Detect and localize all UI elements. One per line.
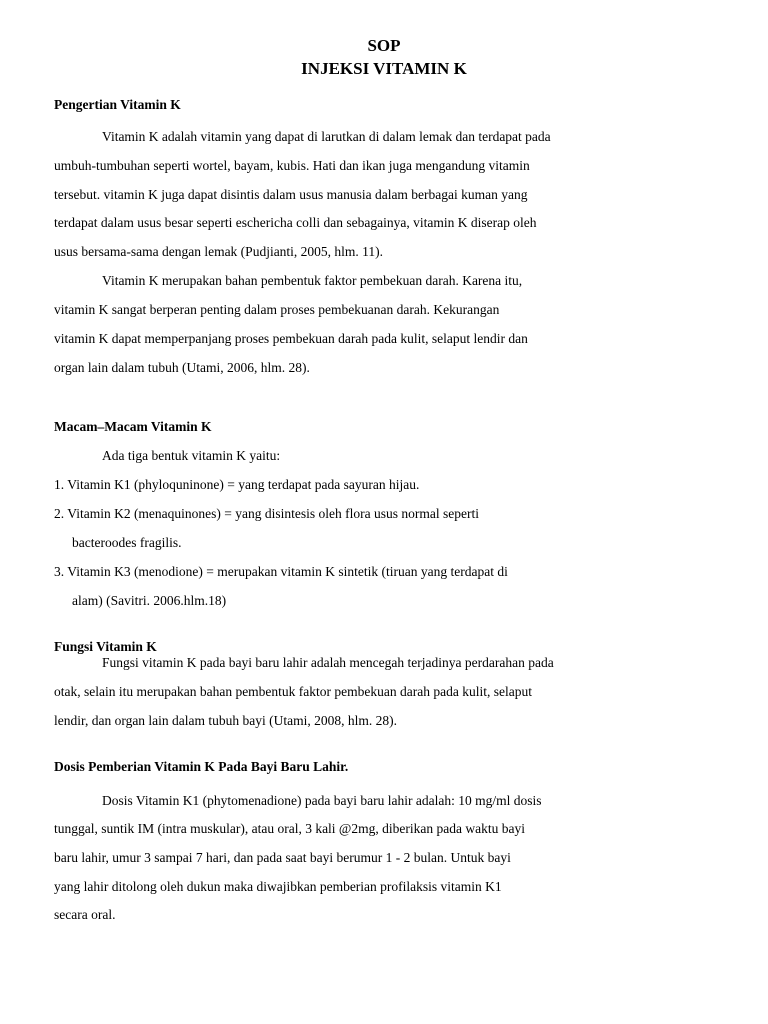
- heading-dosis: Dosis Pemberian Vitamin K Pada Bayi Baru Lahir.: [54, 759, 349, 774]
- paragraph-line: organ lain dalam tubuh (Utami, 2006, hlm. 28).: [54, 360, 310, 375]
- paragraph-line: secara oral.: [54, 907, 116, 922]
- paragraph-line: umbuh-tumbuhan seperti wortel, bayam, kubis. Hati dan ikan juga mengandung vitamin: [54, 158, 530, 173]
- heading-fungsi: Fungsi Vitamin K: [54, 639, 157, 654]
- paragraph-line: Dosis Vitamin K1 (phytomenadione) pada bayi baru lahir adalah: 10 mg/ml dosis: [102, 793, 542, 808]
- paragraph-line: usus bersama-sama dengan lemak (Pudjianti, 2005, hlm. 11).: [54, 244, 384, 259]
- paragraph-line: tersebut. vitamin K juga dapat disintis dalam usus manusia dalam berbagai kuman yang: [54, 187, 528, 202]
- paragraph-line: terdapat dalam usus besar seperti eschericha colli dan sebagainya, vitamin K diserap oleh: [54, 215, 537, 230]
- paragraph-line: otak, selain itu merupakan bahan pembentuk faktor pembekuan darah pada kulit, selaput: [54, 684, 532, 699]
- document-title-sop: SOP: [367, 36, 401, 55]
- paragraph-line: Vitamin K adalah vitamin yang dapat di larutkan di dalam lemak dan terdapat pada: [102, 129, 551, 144]
- paragraph-line: Vitamin K merupakan bahan pembentuk faktor pembekuan darah. Karena itu,: [102, 273, 523, 288]
- paragraph-line: vitamin K sangat berperan penting dalam proses pembekuanan darah. Kekurangan: [54, 302, 500, 317]
- list-item: 3. Vitamin K3 (menodione) = merupakan vitamin K sintetik (tiruan yang terdapat di: [54, 564, 508, 579]
- paragraph-line: baru lahir, umur 3 sampai 7 hari, dan pada saat bayi berumur 1 - 2 bulan. Untuk bayi: [54, 850, 511, 865]
- list-item-continuation: alam) (Savitri. 2006.hlm.18): [72, 593, 227, 608]
- paragraph-line: yang lahir ditolong oleh dukun maka diwajibkan pemberian profilaksis vitamin K1: [54, 879, 502, 894]
- list-item: 2. Vitamin K2 (menaquinones) = yang disintesis oleh flora usus normal seperti: [54, 506, 479, 521]
- paragraph-line: lendir, dan organ lain dalam tubuh bayi (Utami, 2008, hlm. 28).: [54, 713, 398, 728]
- paragraph-line: tunggal, suntik IM (intra muskular), atau oral, 3 kali @2mg, diberikan pada waktu bayi: [54, 821, 525, 836]
- paragraph-line: Ada tiga bentuk vitamin K yaitu:: [102, 448, 281, 463]
- paragraph-line: vitamin K dapat memperpanjang proses pembekuan darah pada kulit, selaput lendir dan: [54, 331, 528, 346]
- document-title-main: INJEKSI VITAMIN K: [301, 59, 467, 78]
- paragraph-line: Fungsi vitamin K pada bayi baru lahir adalah mencegah terjadinya perdarahan pada: [102, 655, 554, 670]
- list-item: 1. Vitamin K1 (phyloquninone) = yang terdapat pada sayuran hijau.: [54, 477, 420, 492]
- list-item-continuation: bacteroodes fragilis.: [72, 535, 182, 550]
- heading-macam: Macam–Macam Vitamin K: [54, 419, 212, 434]
- heading-pengertian: Pengertian Vitamin K: [54, 97, 181, 112]
